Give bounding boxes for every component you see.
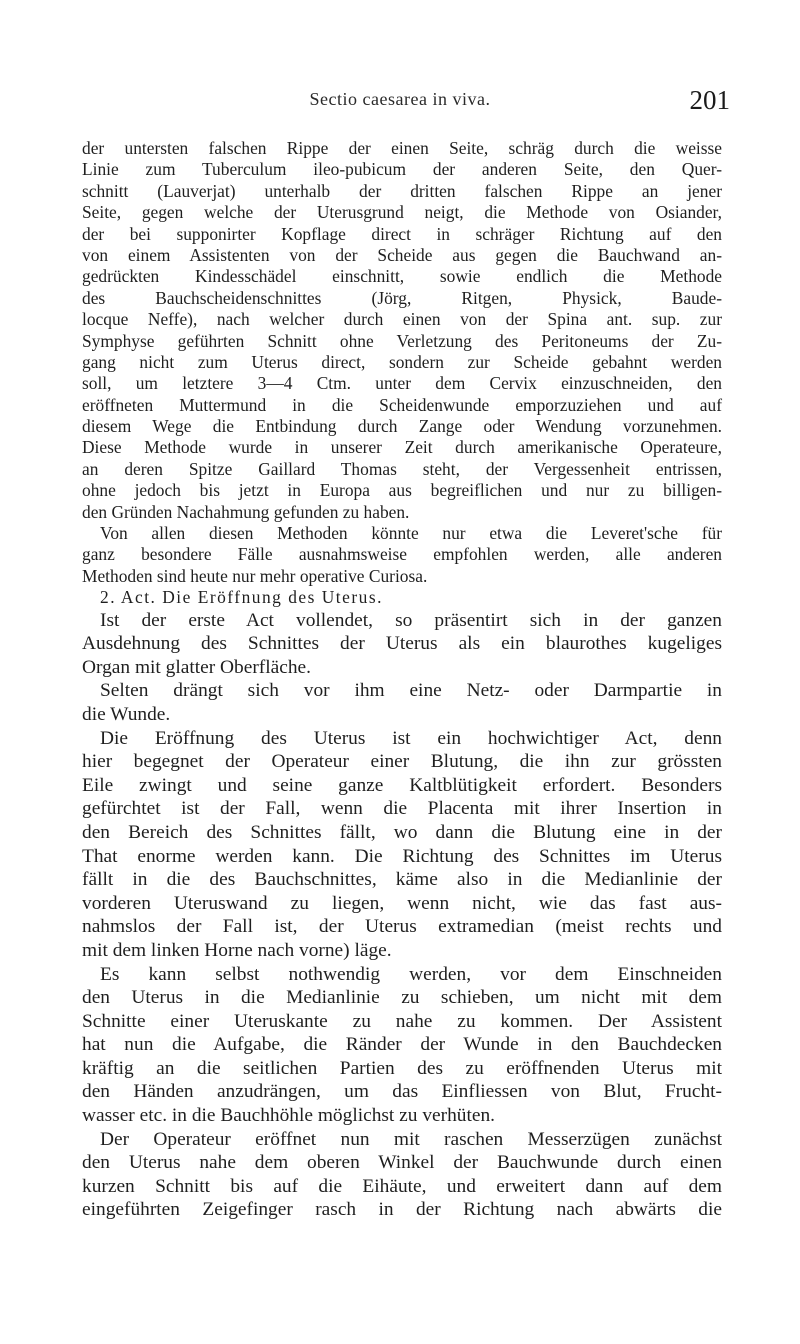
text-line: Von allen diesen Methoden könnte nur etwa die Leveret'sche für — [100, 523, 722, 544]
text-line: nahmslos der Fall ist, der Uterus extramedian (meist rechts und — [82, 916, 722, 938]
text-line: That enorme werden kann. Die Richtung des Schnittes im Uterus — [82, 845, 722, 867]
text-line: den Händen anzudrängen, um das Einfliessen von Blut, Frucht- — [82, 1081, 722, 1103]
text-line: den Gründen Nachahmung gefunden zu haben. — [82, 501, 410, 522]
text-line: hat nun die Aufgabe, die Ränder der Wunde in den Bauchdecken — [82, 1034, 722, 1056]
paragraph-small-print — [82, 523, 722, 587]
text-line: hier begegnet der Operateur einer Blutung, die ihn zur grössten — [82, 751, 722, 773]
text-line: die Wunde. — [82, 703, 171, 725]
text-line: der bei supponirter Kopflage direct in schräger Richtung auf den — [82, 223, 722, 244]
text-line: Linie zum Tuberculum ileo-pubicum der anderen Seite, den Quer- — [82, 159, 722, 180]
text-line: gedrückten Kindesschädel einschnitt, sowie endlich die Methode — [82, 266, 722, 287]
text-line: eröffneten Muttermund in die Scheidenwunde emporzuziehen und auf — [82, 394, 722, 415]
text-line: Seite, gegen welche der Uterusgrund neigt, die Methode von Osiander, — [82, 202, 722, 223]
text-line: Organ mit glatter Oberfläche. — [82, 656, 312, 678]
text-line: fällt in die des Bauchschnittes, käme also in die Medianlinie der — [82, 869, 722, 891]
text-line: Eile zwingt und seine ganze Kaltblütigkeit erfordert. Besonders — [82, 774, 722, 796]
text-line: Schnitte einer Uteruskante zu nahe zu kommen. Der Assistent — [82, 1010, 722, 1032]
text-line: den Bereich des Schnittes fällt, wo dann die Blutung eine in der — [82, 821, 722, 843]
text-line: Methoden sind heute nur mehr operative Curiosa. — [82, 565, 428, 586]
text-line: wasser etc. in die Bauchhöhle möglichst zu verhüten. — [82, 1105, 496, 1127]
text-line: Diese Methode wurde in unserer Zeit durch amerikanische Operateure, — [82, 437, 722, 458]
text-line: Der Operateur eröffnet nun mit raschen Messerzügen zunächst — [100, 1128, 722, 1150]
text-line: kräftig an die seitlichen Partien des zu eröffnenden Uterus mit — [82, 1057, 722, 1079]
text-line: Selten drängt sich vor ihm eine Netz- oder Darmpartie in — [100, 680, 722, 702]
text-line: eingeführten Zeigefinger rasch in der Richtung nach abwärts die — [82, 1199, 722, 1221]
text-line: den Uterus in die Medianlinie zu schieben, um nicht mit dem — [82, 987, 722, 1009]
text-line: schnitt (Lauverjat) unterhalb der dritten falschen Rippe an jener — [82, 180, 722, 201]
body-text — [82, 138, 722, 1222]
text-line: gang nicht zum Uterus direct, sondern zur Scheide gebahnt werden — [82, 351, 722, 372]
text-line: diesem Wege die Entbindung durch Zange oder Wendung vorzunehmen. — [82, 416, 722, 437]
text-line: kurzen Schnitt bis auf die Eihäute, und erweitert dann auf dem — [82, 1175, 722, 1197]
paragraph-small-print — [82, 138, 722, 523]
section-heading: 2. Act. Die Eröffnung des Uterus. — [100, 587, 383, 608]
text-line: den Uterus nahe dem oberen Winkel der Bauchwunde durch einen — [82, 1152, 722, 1174]
text-line: des Bauchscheidenschnittes (Jörg, Ritgen, Physick, Baude- — [82, 287, 722, 308]
text-line: von einem Assistenten von der Scheide aus gegen die Bauchwand an- — [82, 244, 722, 265]
text-line: ohne jedoch bis jetzt in Europa aus begreiflichen und nur zu billigen- — [82, 480, 722, 501]
text-line: vorderen Uteruswand zu liegen, wenn nicht, wie das fast aus- — [82, 892, 722, 914]
text-line: locque Neffe), nach welcher durch einen von der Spina ant. sup. zur — [82, 309, 722, 330]
running-head — [0, 85, 800, 117]
text-line: Symphyse geführten Schnitt ohne Verletzung des Peritoneums der Zu- — [82, 330, 722, 351]
text-line: soll, um letztere 3—4 Ctm. unter dem Cervix einzuschneiden, den — [82, 373, 722, 394]
running-title: Sectio caesarea in viva. — [309, 89, 491, 109]
text-line: mit dem linken Horne nach vorne) läge. — [82, 939, 392, 961]
text-line: Ist der erste Act vollendet, so präsentirt sich in der ganzen — [100, 609, 722, 631]
page-number: 201 — [689, 85, 730, 115]
text-line: ganz besondere Fälle ausnahmsweise empfohlen werden, alle anderen — [82, 544, 722, 565]
text-line: gefürchtet ist der Fall, wenn die Placenta mit ihrer Insertion in — [82, 798, 722, 820]
text-line: Es kann selbst nothwendig werden, vor dem Einschneiden — [100, 963, 722, 985]
main-text — [82, 609, 722, 1222]
text-line: der untersten falschen Rippe der einen Seite, schräg durch die weisse — [82, 138, 722, 158]
text-line: Ausdehnung des Schnittes der Uterus als ein blaurothes kugeliges — [82, 633, 722, 655]
text-line: Die Eröffnung des Uterus ist ein hochwichtiger Act, denn — [100, 727, 722, 749]
text-line: an deren Spitze Gaillard Thomas steht, der Vergessenheit entrissen, — [82, 458, 722, 479]
